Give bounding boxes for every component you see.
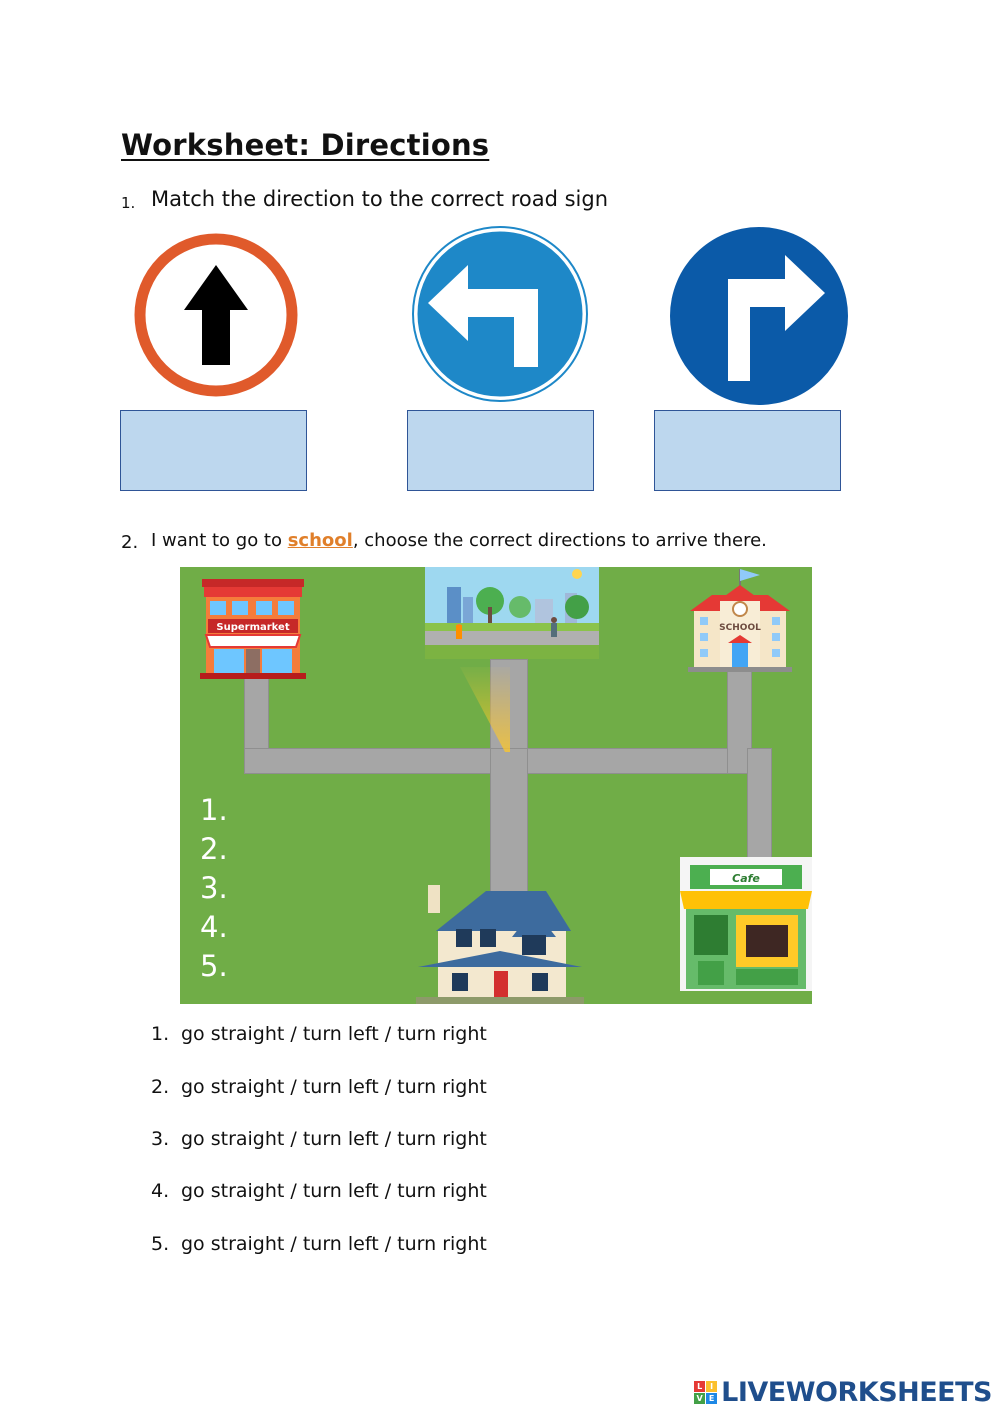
question-1-text: Match the direction to the correct road sign: [151, 187, 609, 211]
map-step: 2.: [200, 832, 228, 866]
choice-row-2[interactable]: 2. go straight / turn left / turn right: [151, 1076, 487, 1098]
choice-row-4[interactable]: 4. go straight / turn left / turn right: [151, 1180, 487, 1202]
question-2-text: I want to go to school, choose the correct directions to arrive there.: [151, 530, 767, 551]
choice-options[interactable]: go straight / turn left / turn right: [181, 1180, 487, 1202]
choice-row-3[interactable]: 3. go straight / turn left / turn right: [151, 1128, 487, 1150]
choice-options[interactable]: go straight / turn left / turn right: [181, 1023, 487, 1045]
highlight-school: school: [287, 530, 353, 551]
logo-icon: L I V E: [694, 1381, 717, 1404]
go-straight-sign: [126, 225, 306, 405]
supermarket-label: Supermarket: [216, 622, 290, 633]
choice-row-1[interactable]: 1. go straight / turn left / turn right: [151, 1023, 487, 1045]
town-map: [180, 567, 812, 1004]
park-image: [425, 567, 599, 659]
turn-right-sign: [668, 225, 848, 405]
question-1-number: 1.: [121, 194, 136, 212]
map-step: 1.: [200, 793, 228, 827]
answer-box-2[interactable]: [407, 410, 594, 491]
map-step: 3.: [200, 871, 228, 905]
map-step-list: [200, 791, 228, 986]
cafe-building: [680, 857, 812, 991]
school-building: [682, 567, 798, 673]
choice-options[interactable]: go straight / turn left / turn right: [181, 1128, 487, 1150]
choice-options[interactable]: go straight / turn left / turn right: [181, 1076, 487, 1098]
choice-row-5[interactable]: 5. go straight / turn left / turn right: [151, 1233, 487, 1255]
sun-ray: [460, 667, 510, 752]
road-cafe: [747, 748, 772, 858]
map-step: 4.: [200, 910, 228, 944]
question-2-number: 2.: [121, 532, 139, 553]
answer-box-3[interactable]: [654, 410, 841, 491]
turn-left-sign: [410, 225, 590, 405]
logo-text: LIVEWORKSHEETS: [721, 1377, 992, 1408]
road-main-horizontal: [244, 748, 732, 774]
cafe-label: Cafe: [732, 872, 760, 885]
supermarket-building: [200, 577, 306, 679]
map-step: 5.: [200, 949, 228, 983]
answer-box-1[interactable]: [120, 410, 307, 491]
house-building: [416, 881, 584, 1004]
liveworksheets-logo: [694, 1377, 992, 1408]
worksheet-title: Worksheet: Directions: [121, 128, 490, 162]
school-label: SCHOOL: [719, 623, 761, 633]
choice-options[interactable]: go straight / turn left / turn right: [181, 1233, 487, 1255]
